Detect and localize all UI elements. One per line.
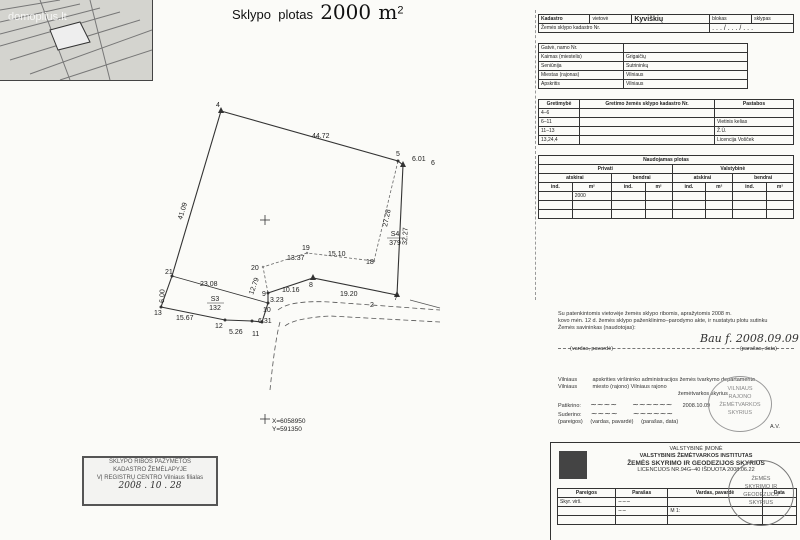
neighbors-table: Gretimybė Gretimo žemės sklypo kadastro Nr. Pastabos 4–6 6–11 Vietinis kelias 11–13 Ž.Ū. 13,24,4 Licencija Vošček: [538, 99, 794, 145]
point-5: 5: [396, 151, 400, 158]
length-8-9: 10.16: [282, 287, 300, 294]
subplot-s4-area: 379: [389, 240, 401, 247]
length-10-11: 6.31: [258, 318, 272, 325]
grid-crosshairs: [260, 215, 460, 424]
agreement-block: Su patenkintomis vietovėje žemės sklypo ribomis, apražytomis 2008 m. kovo mėn. 12 d. žemės sklypo paženklinimo–parodymo akte, ir nustatytu plotu sutinku Žemės savininkas (naudotojas):: [558, 311, 768, 331]
area-table: Naudojamas plotas Privati Valstybinė atskirai bendrai atskirai bendrai ind. m² ind. m² ind. m² ind. m² 2000: [538, 155, 794, 219]
point-4: 4: [216, 102, 220, 109]
sig-label-right: (parašas, data): [740, 346, 777, 352]
subplot-s4-line: [263, 161, 398, 293]
point-12: 12: [215, 323, 223, 330]
aerial-map-lines: [0, 0, 152, 80]
length-4-21: 41.09: [177, 201, 190, 221]
point-9: 9: [262, 291, 266, 298]
institute-block: VALSTYBINĖ ĮMONĖ VALSTYBINIS ŽEMĖTVARKOS INSTITUTAS ŽEMĖS SKYRIMO IR GEODEZIJOS SKYRIUS LICENCIJOS NR.94G–40 IŠDUOTA 2008.06.22 Pareigos Parašas Vardas, pavardė Data Skyr. virš. ~~~ ~~ M 1:: [550, 442, 800, 540]
length-6-7: 32.27: [402, 227, 410, 246]
subplot-s3-label: S3: [210, 296, 220, 303]
approval-block: Vilniaus apskrities viršininko administracijos žemės tvarkymo departamento Vilniaus miesto (rajono) Vilniaus rajono žemėtvarkos skyrius Patikrino: ~~~~ ~~~~~~ 2008.10.09 Suderino: ~~~~ ~~~~~~ (pareigos) (vardas, pavardė) (parašas, data): [558, 377, 756, 425]
area-value: 2000: [572, 192, 611, 201]
road-curve: [270, 322, 280, 390]
point-10: 10: [263, 307, 271, 314]
point-8: 8: [309, 282, 313, 289]
point-7: 7: [394, 295, 398, 302]
coordinate-x: X=6058950: [272, 418, 306, 425]
point-19: 19: [302, 245, 310, 252]
road-line: [278, 302, 440, 310]
aerial-map-thumbnail: [0, 0, 153, 81]
owner-signature: Bau f. 2008.09.09: [700, 332, 799, 345]
institute-table: Pareigos Parašas Vardas, pavardė Data Skyr. virš. ~~~ ~~ M 1:: [557, 488, 797, 525]
form-divider: [535, 10, 537, 300]
length-12-13: 15.67: [176, 315, 194, 322]
length-19-20: 13.37: [287, 255, 305, 262]
point-2-label: 2: [370, 302, 374, 309]
length-4-5: 44.72: [312, 133, 330, 140]
institute-logo-icon: [559, 451, 587, 479]
length-9-10: 3.23: [270, 297, 284, 304]
length-13-21: 6.00: [159, 289, 167, 304]
watermark: domoplius.lt: [8, 11, 67, 23]
length-5-18: 27.28: [382, 208, 393, 228]
page-title: Sklypo plotas 2000 $m^2$: [232, 0, 404, 24]
point-13: 13: [154, 310, 162, 317]
institute-stamp: ŽEMĖS SKYRIMO IR GEODEZIJOS SKYRIUS: [728, 460, 794, 526]
length-20-10: 12.79: [248, 276, 261, 296]
av-label: A.V.: [770, 424, 780, 430]
length-5-6: 6.01: [412, 156, 426, 163]
coordinate-y: Y=591350: [272, 426, 302, 433]
point-21: 21: [165, 269, 173, 276]
point-11: 11: [252, 331, 260, 338]
sig-label-left: (vardas, pavardė): [570, 346, 614, 352]
cadastre-stamp: SKLYPO RIBOS PAŽYMĖTOS KADASTRO ŽEMĖLAPYJE VĮ REGISTRŲ CENTRO Vilniaus filialas 2008 . 10 . 28: [82, 456, 218, 506]
subplot-s3-area: 132: [209, 305, 221, 312]
road-line-2: [285, 316, 440, 326]
length-7-8: 19.20: [340, 291, 358, 298]
road-end-line: [410, 300, 440, 308]
length-11-12: 5.26: [229, 329, 243, 336]
form-panel: [538, 14, 800, 219]
municipal-stamp: VILNIAUS RAJONO ŽEMĖTVARKOS SKYRIUS: [708, 376, 772, 432]
point-20: 20: [251, 265, 259, 272]
header-table: Kadastro vietovė Kyviškių blokas sklypas Žemės sklypo kadastro Nr. . . . / . . . / . . .: [538, 14, 794, 33]
point-6: 6: [431, 160, 435, 167]
point-18: 18: [366, 259, 374, 266]
subplot-s4-label: S4: [390, 231, 400, 238]
address-table: Gatvė, namo Nr. Kaimas (miestelis) Grigaičių Seniūnija Sutrininkų Miestas (rajonas) Vilniaus Apskritis Vilniaus: [538, 43, 748, 89]
length-21-10: 23.08: [200, 281, 218, 288]
plot-drawing: [140, 90, 460, 450]
length-18-19: 15.10: [328, 251, 346, 258]
